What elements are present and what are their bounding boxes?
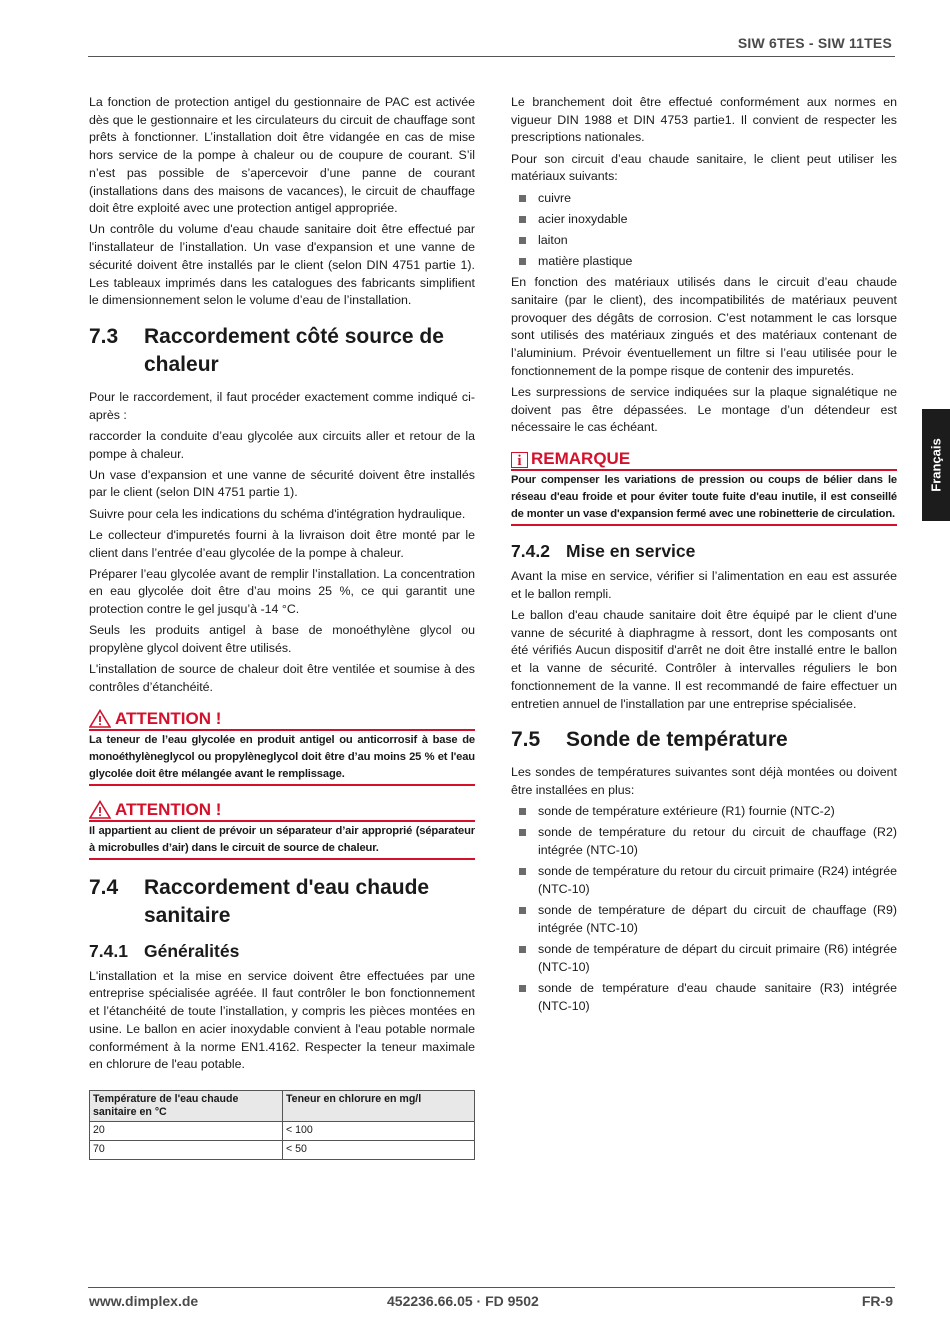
- paragraph: L'installation de source de chaleur doit être ventilée et soumise à des contrôles d’étanchéité.: [89, 662, 475, 694]
- warning-triangle-icon: [89, 709, 111, 728]
- bullet-square-icon: [519, 808, 526, 815]
- list-item: [511, 824, 897, 859]
- header-title: SIW 6TES - SIW 11TES: [737, 35, 892, 51]
- section-title: Raccordement côté source de chaleur: [144, 324, 444, 376]
- footer-website[interactable]: www.dimplex.de: [89, 1293, 199, 1309]
- paragraph: Le ballon d'eau chaude sanitaire doit être équipé par le client d'une vanne de sécurité à diaphragme à ressort, dont les composants ont été vérifiés Aucun dispositif d'arrêt ne doit être installé entre le ballon et la vanne de sécurité. Contrôler à intervalles réguliers le bon fonctionnement de la vanne. Il est recommandé de faire effectuer un entretien annuel de l'installation par une entreprise spécialisée.: [511, 608, 897, 711]
- attention-text: La teneur de l’eau glycolée en produit antigel ou anticorrosif à base de monoéthylèneglycol ou propylèneglycol doit être d’au moins 25 % et l'eau glycolée doit être mélangée avant le remplissage.: [89, 733, 475, 780]
- footer-page-number: FR-9: [861, 1293, 893, 1309]
- list-item-text: sonde de température du retour du circuit de chauffage (R2) intégrée (NTC-10): [538, 825, 897, 858]
- sensors-list: [511, 803, 897, 1015]
- header-divider: [88, 56, 895, 57]
- list-item-text: sonde de température de départ du circuit de chauffage (R9) intégrée (NTC-10): [538, 903, 897, 935]
- footer-divider: [88, 1287, 895, 1288]
- list-item-text: matière plastique: [538, 254, 633, 269]
- notice-divider: [89, 784, 475, 786]
- remarque-header: [511, 449, 897, 468]
- attention-notice: [89, 800, 475, 860]
- section-title: Sonde de température: [566, 728, 788, 752]
- language-label: Français: [928, 438, 944, 492]
- list-item-text: sonde de température d'eau chaude sanitaire (R3) intégrée (NTC-10): [538, 981, 897, 1013]
- table-cell: < 50: [283, 1140, 475, 1159]
- paragraph: En fonction des matériaux utilisés dans le circuit d’eau chaude sanitaire (par le client), des incompatibilités de matériaux peuvent provoquer des dégâts de corrosion. C’est notamment le cas lorsque sont utilisés des matériaux zingués et des matériaux contenant de l’aluminium. Prévoir éventuellement un filtre si l’eau utilisée pour le fonctionnement de la pompe risque de contenir des impuretés.: [511, 275, 897, 378]
- paragraph: Suivre pour cela les indications du schéma d'intégration hydraulique.: [89, 506, 466, 521]
- attention-header: [89, 709, 475, 728]
- section-number: 7.3: [89, 324, 119, 348]
- paragraph: Préparer l’eau glycolée avant de remplir l’installation. La concentration en eau glycolée doit être d’au moins 25 %, ce qui garantit une protection contre le gel jusqu’à -14 °C.: [89, 566, 475, 617]
- bullet-square-icon: [519, 237, 526, 244]
- list-item-text: sonde de température de départ du circuit primaire (R6) intégrée (NTC-10): [538, 942, 897, 974]
- list-item: [511, 863, 897, 898]
- notice-divider: [511, 524, 897, 526]
- attention-header: [89, 800, 475, 819]
- section-number: 7.4.1: [89, 940, 128, 961]
- bullet-square-icon: [519, 216, 526, 223]
- section-title: Généralités: [144, 940, 240, 961]
- attention-label: ATTENTION !: [115, 708, 222, 728]
- paragraph: Pour le raccordement, il faut procéder exactement comme indiqué ci-après :: [89, 389, 475, 422]
- remarque-text: Pour compenser les variations de pression ou coups de bélier dans le réseau d'eau froide et pour éviter toute fuite d'eau inutile, il est conseillé de monter un vase d'expansion fermé avec une robinetterie de circulation.: [511, 474, 897, 521]
- section-heading-7-3: [89, 323, 475, 379]
- paragraph: Pour son circuit d’eau chaude sanitaire, le client peut utiliser les matériaux suivants:: [511, 151, 897, 184]
- right-column: [511, 94, 897, 1019]
- table-header-cell: Teneur en chlorure en mg/l: [283, 1090, 475, 1121]
- paragraph: Un vase d'expansion et une vanne de sécurité doivent être installés par le client (selon DIN 4751 partie 1).: [89, 467, 475, 500]
- list-item-text: acier inoxydable: [538, 211, 628, 226]
- section-heading-7-4: [89, 874, 475, 930]
- footer-doc-number: 452236.66.05 · FD 9502: [387, 1293, 539, 1309]
- table-header-cell: Température de l'eau chaude sanitaire en °C: [90, 1090, 283, 1121]
- list-item: [511, 190, 897, 208]
- bullet-square-icon: [519, 195, 526, 202]
- list-item: [511, 980, 897, 1015]
- attention-label: ATTENTION !: [115, 799, 222, 819]
- section-number: 7.4.2: [511, 541, 550, 562]
- bullet-square-icon: [519, 985, 526, 992]
- paragraph: Un contrôle du volume d'eau chaude sanitaire doit être effectué par l'installateur de l’installation. Un vase d'expansion et une vanne de sécurité doivent être installés par le client (selon DIN 4751 partie 1). Les tableaux imprimés dans les catalogues des fabricants simplifient le dimensionnement selon le volume d’eau de l’installation.: [89, 222, 475, 308]
- warning-triangle-icon: [89, 800, 111, 819]
- paragraph: La fonction de protection antigel du gestionnaire de PAC est activée dès que le gestionnaire et les circulateurs du circuit de chauffage sont prêts à fonctionner. L’installation doit être vidangée en cas de mise hors service de la pompe à chaleur ou de coupure de courant. S’il n’est pas possible de s’apercevoir d’une panne de courant (installations dans des maisons de vacances), le circuit de chauffage doit être exploité avec une protection antigel appropriée.: [89, 95, 475, 216]
- bullet-square-icon: [519, 868, 526, 875]
- attention-notice: [89, 709, 475, 786]
- table-cell: 70: [90, 1140, 283, 1159]
- table-row: [90, 1121, 475, 1140]
- paragraph: Avant la mise en service, vérifier si l’alimentation en eau est assurée et le ballon rempli.: [511, 569, 897, 601]
- table-cell: < 100: [283, 1121, 475, 1140]
- table-row: [90, 1140, 475, 1159]
- list-item: [511, 211, 897, 229]
- paragraph: Les sondes de températures suivantes sont déjà montées ou doivent être installées en plus:: [511, 765, 897, 797]
- bullet-square-icon: [519, 829, 526, 836]
- section-title: Raccordement d'eau chaude sanitaire: [144, 875, 430, 927]
- list-item-text: sonde de température du retour du circuit primaire (R24) intégrée (NTC-10): [538, 864, 897, 896]
- remarque-notice: [511, 449, 897, 526]
- list-item-text: sonde de température extérieure (R1) fournie (NTC-2): [538, 804, 835, 819]
- list-item-text: laiton: [538, 232, 568, 247]
- info-icon: i: [511, 452, 528, 468]
- attention-text: Il appartient au client de prévoir un séparateur d’air approprié (séparateur à microbulles d’air) dans le circuit de source de chaleur.: [89, 824, 475, 854]
- section-title: Mise en service: [566, 541, 696, 562]
- list-item: [511, 253, 897, 271]
- paragraph: Le branchement doit être effectué conformément aux normes en vigueur DIN 1988 et DIN 4753 partie1. Il convient de respecter les prescriptions nationales.: [511, 95, 897, 145]
- subsection-heading-7-4-2: [511, 540, 897, 562]
- remarque-label: REMARQUE: [531, 449, 631, 469]
- table-header-row: [90, 1090, 475, 1121]
- paragraph: L'installation et la mise en service doivent être effectuées par une entreprise spécialisée agréée. Il faut contrôler le bon fonctionnement et l’étanchéité de toute l’installation, y compris les pièces montées en usine. Le ballon en acier inoxydable convient à l'eau potable normale conformément à la norme EN1.4162. Respecter la teneur maximale en chlorure de l'eau potable.: [89, 968, 475, 1072]
- list-item: [511, 232, 897, 250]
- list-item: [511, 941, 897, 976]
- list-item: [511, 803, 897, 821]
- section-heading-7-5: [511, 726, 897, 754]
- paragraph: Les surpressions de service indiquées sur la plaque signalétique ne doivent pas être dépassées. Le montage d’un détendeur est nécessaire le cas échéant.: [511, 385, 897, 435]
- section-number: 7.4: [89, 875, 119, 899]
- notice-divider: [89, 858, 475, 860]
- subsection-heading-7-4-1: [89, 940, 475, 962]
- materials-list: [511, 190, 897, 271]
- left-column: [89, 94, 475, 1160]
- paragraph: Seuls les produits antigel à base de monoéthylène glycol ou propylène glycol doivent être utilisés.: [89, 623, 475, 656]
- chloride-table: [89, 1090, 475, 1160]
- list-item: [511, 902, 897, 937]
- paragraph: raccorder la conduite d’eau glycolée aux circuits aller et retour de la pompe à chaleur.: [89, 428, 475, 461]
- bullet-square-icon: [519, 946, 526, 953]
- bullet-square-icon: [519, 907, 526, 914]
- table-cell: 20: [90, 1121, 283, 1140]
- language-side-tab: [922, 409, 950, 521]
- list-item-text: cuivre: [538, 190, 572, 205]
- paragraph: Le collecteur d'impuretés fourni à la livraison doit être monté par le client dans l’entrée d’eau glycolée de la pompe à chaleur.: [89, 527, 475, 560]
- bullet-square-icon: [519, 258, 526, 265]
- section-number: 7.5: [511, 728, 541, 752]
